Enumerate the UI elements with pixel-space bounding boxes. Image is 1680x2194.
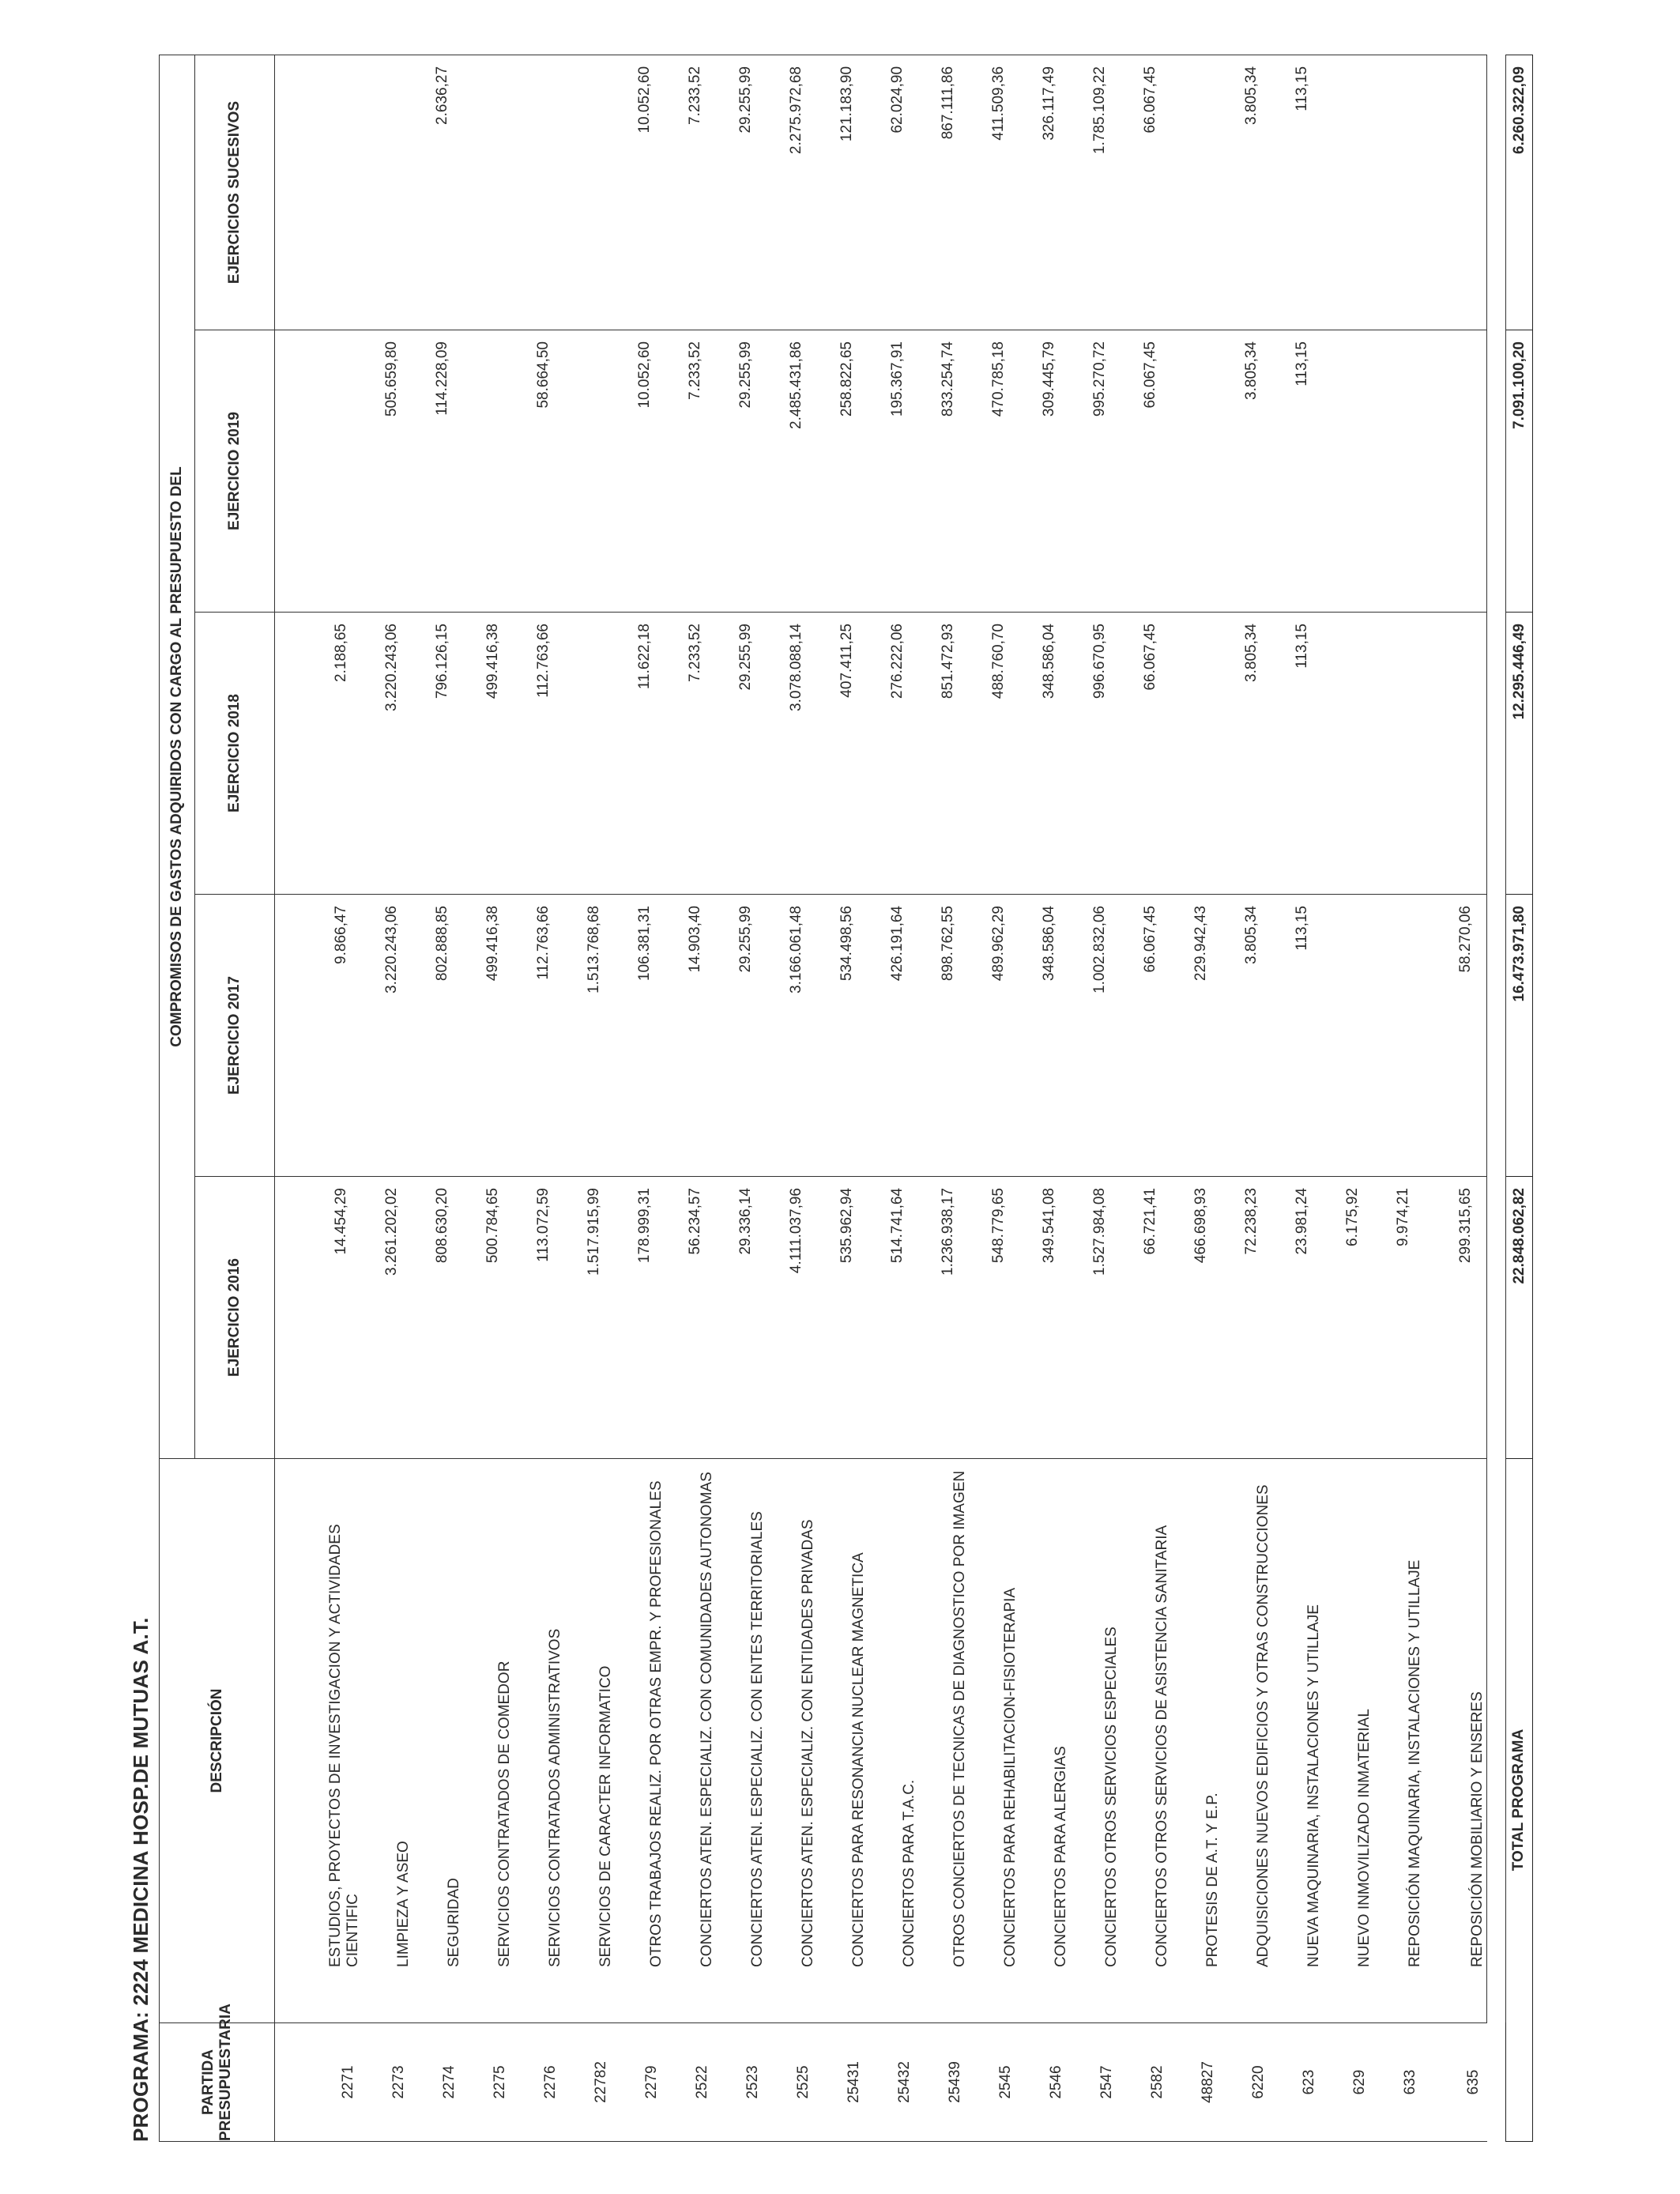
table-row [868,55,918,2141]
row-code: 2274 [412,2023,463,2142]
row-value-2017: 3.220.243,06 [362,895,412,1177]
header-year-2019: EJERCICIO 2019 [195,330,275,613]
row-value-2017 [1373,895,1424,1177]
row-value-sucesivos: 66.067,45 [1121,55,1171,330]
row-value-sucesivos: 113,15 [1272,55,1323,330]
row-value-2017 [1323,895,1373,1177]
row-value-2017: 229.942,43 [1171,895,1222,1177]
row-value-sucesivos [514,55,564,330]
row-value-2017: 802.888,85 [412,895,463,1177]
row-value-sucesivos [1373,55,1424,330]
row-value-2018: 3.220.243,06 [362,613,412,895]
row-value-sucesivos: 10.052,60 [615,55,665,330]
row-value-2016: 113.072,59 [514,1177,564,1459]
row-value-2017: 9.866,47 [275,895,363,1177]
row-value-2019: 995.270,72 [1070,330,1121,613]
row-value-2016: 1.236.938,17 [918,1177,969,1459]
row-value-2016: 299.315,65 [1424,1177,1487,1459]
row-value-2018 [1171,613,1222,895]
row-value-2019: 505.659,80 [362,330,412,613]
row-description: CONCIERTOS PARA ALERGIAS [1019,1459,1070,2023]
row-value-2019 [1171,330,1222,613]
row-value-2017: 489.962,29 [969,895,1019,1177]
row-value-2019: 470.785,18 [969,330,1019,613]
row-value-2017: 1.002.832,06 [1070,895,1121,1177]
table-row [817,55,868,2141]
row-description: SERVICIOS CONTRATADOS DE COMEDOR [463,1459,514,2023]
table-row [969,55,1019,2141]
row-value-2018: 276.222,06 [868,613,918,895]
row-value-sucesivos [1171,55,1222,330]
row-value-2016: 178.999,31 [615,1177,665,1459]
row-description: REPOSICIÓN MOBILIARIO Y ENSERES [1424,1459,1487,2023]
row-code: 2523 [716,2023,767,2142]
row-value-sucesivos [564,55,615,330]
row-code: 48827 [1171,2023,1222,2142]
row-value-sucesivos [1424,55,1487,330]
row-value-2016: 72.238,23 [1222,1177,1272,1459]
row-value-2016: 29.336,14 [716,1177,767,1459]
table-row [362,55,412,2141]
total-2017: 16.473.971,80 [1506,895,1533,1177]
row-value-2019: 113,15 [1272,330,1323,613]
table-body [275,55,1487,2141]
row-value-2019: 258.822,65 [817,330,868,613]
row-value-2017: 3.805,34 [1222,895,1272,1177]
table-row [1373,55,1424,2141]
row-value-2017: 898.762,55 [918,895,969,1177]
header-year-2017: EJERCICIO 2017 [195,895,275,1177]
row-value-2019 [1373,330,1424,613]
total-2019: 7.091.100,20 [1506,330,1533,613]
row-code: 22782 [564,2023,615,2142]
row-code: 6220 [1222,2023,1272,2142]
row-value-sucesivos: 62.024,90 [868,55,918,330]
row-value-sucesivos [275,55,363,330]
row-code: 2582 [1121,2023,1171,2142]
row-value-2019: 2.485.431,86 [767,330,817,613]
row-value-2016: 3.261.202,02 [362,1177,412,1459]
header-group: COMPROMISOS DE GASTOS ADQUIRIDOS CON CARGO AL PRESUPUESTO DEL [160,55,195,1458]
table-row [564,55,615,2141]
row-value-2019: 195.367,91 [868,330,918,613]
row-value-2018 [1323,613,1373,895]
total-row [1506,55,1533,2141]
table-row [514,55,564,2141]
row-value-2018: 996.670,95 [1070,613,1121,895]
row-value-2017: 348.586,04 [1019,895,1070,1177]
row-value-2019 [275,330,363,613]
row-value-2019: 3.805,34 [1222,330,1272,613]
row-value-2016: 808.630,20 [412,1177,463,1459]
row-code: 2547 [1070,2023,1121,2142]
row-value-2016: 535.962,94 [817,1177,868,1459]
row-value-2017: 112.763,66 [514,895,564,1177]
budget-table [159,55,1533,2142]
row-value-2016: 466.698,93 [1171,1177,1222,1459]
table-row [1171,55,1222,2141]
row-description: NUEVO INMOVILIZADO INMATERIAL [1323,1459,1373,2023]
table-header [160,55,275,2141]
row-value-2016: 9.974,21 [1373,1177,1424,1459]
table-row [275,55,363,2141]
row-value-sucesivos: 326.117,49 [1019,55,1070,330]
row-code: 25439 [918,2023,969,2142]
row-value-sucesivos: 29.255,99 [716,55,767,330]
row-value-2017: 1.513.768,68 [564,895,615,1177]
row-value-2016: 1.527.984,08 [1070,1177,1121,1459]
row-value-2018: 113,15 [1272,613,1323,895]
row-value-sucesivos: 3.805,34 [1222,55,1272,330]
row-description: CONCIERTOS ATEN. ESPECIALIZ. CON COMUNIDADES AUTONOMAS [665,1459,716,2023]
row-value-2018: 11.622,18 [615,613,665,895]
row-description: CONCIERTOS PARA REHABILITACION-FISIOTERAPIA [969,1459,1019,2023]
row-value-2017: 499.416,38 [463,895,514,1177]
row-value-2019: 309.445,79 [1019,330,1070,613]
row-description: SEGURIDAD [412,1459,463,2023]
row-description: CONCIERTOS ATEN. ESPECIALIZ. CON ENTIDADES PRIVADAS [767,1459,817,2023]
row-value-sucesivos [362,55,412,330]
header-partida-line1: PARTIDA [199,2049,217,2116]
row-code: 2279 [615,2023,665,2142]
row-description: NUEVA MAQUINARIA, INSTALACIONES Y UTILLAJE [1272,1459,1323,2023]
table-footer [1487,55,1533,2141]
total-sucesivos: 6.260.322,09 [1506,55,1533,330]
row-code: 2276 [514,2023,564,2142]
row-value-2017: 29.255,99 [716,895,767,1177]
row-value-2019 [564,330,615,613]
row-value-sucesivos: 1.785.109,22 [1070,55,1121,330]
row-code: 623 [1272,2023,1323,2142]
table-row [463,55,514,2141]
rotated-page [129,55,1551,2142]
header-year-2016: EJERCICIO 2016 [195,1177,275,1459]
row-value-sucesivos: 2.275.972,68 [767,55,817,330]
row-value-2016: 4.111.037,96 [767,1177,817,1459]
row-value-2019: 833.254,74 [918,330,969,613]
row-value-sucesivos: 411.509,36 [969,55,1019,330]
row-code: 2525 [767,2023,817,2142]
row-value-2018: 112.763,66 [514,613,564,895]
row-value-2018: 796.126,15 [412,613,463,895]
table-row [716,55,767,2141]
page-title: PROGRAMA: 2224 MEDICINA HOSP.DE MUTUAS A.T. [129,1617,153,2142]
row-value-2018 [1424,613,1487,895]
row-description: LIMPIEZA Y ASEO [362,1459,412,2023]
row-value-2016: 514.741,64 [868,1177,918,1459]
row-code: 25432 [868,2023,918,2142]
row-description: REPOSICIÓN MAQUINARIA, INSTALACIONES Y UTILLAJE [1373,1459,1424,2023]
row-value-2019: 66.067,45 [1121,330,1171,613]
row-value-2017: 113,15 [1272,895,1323,1177]
row-value-2017: 426.191,64 [868,895,918,1177]
total-label: TOTAL PROGRAMA [1506,1459,1533,2142]
row-value-2019: 29.255,99 [716,330,767,613]
row-value-2017: 58.270,06 [1424,895,1487,1177]
row-value-2016: 1.517.915,99 [564,1177,615,1459]
row-value-2018: 488.760,70 [969,613,1019,895]
row-value-2019: 7.233,52 [665,330,716,613]
table-row [665,55,716,2141]
row-value-2018: 499.416,38 [463,613,514,895]
header-sucesivos: EJERCICIOS SUCESIVOS [195,55,275,330]
row-value-sucesivos: 867.111,86 [918,55,969,330]
row-value-sucesivos: 7.233,52 [665,55,716,330]
row-code: 635 [1424,2023,1487,2142]
row-value-2019 [1323,330,1373,613]
header-descripcion: DESCRIPCIÓN [160,1459,275,2023]
row-code: 2275 [463,2023,514,2142]
row-value-2018: 29.255,99 [716,613,767,895]
header-year-2018: EJERCICIO 2018 [195,613,275,895]
row-description: CONCIERTOS ATEN. ESPECIALIZ. CON ENTES TERRITORIALES [716,1459,767,2023]
row-value-2018: 2.188,65 [275,613,363,895]
row-value-2018: 3.078.088,14 [767,613,817,895]
header-partida-line2: PRESUPUESTARIA [217,2004,234,2141]
row-description: ESTUDIOS, PROYECTOS DE INVESTIGACION Y ACTIVIDADES CIENTIFIC [275,1459,363,2023]
row-description: CONCIERTOS OTROS SERVICIOS DE ASISTENCIA SANITARIA [1121,1459,1171,2023]
row-value-2018: 851.472,93 [918,613,969,895]
row-value-2019: 114.228,09 [412,330,463,613]
table-row [1272,55,1323,2141]
row-value-2019: 58.664,50 [514,330,564,613]
header-partida [160,2004,275,2142]
row-code: 25431 [817,2023,868,2142]
row-description: CONCIERTOS OTROS SERVICIOS ESPECIALES [1070,1459,1121,2023]
table-row [918,55,969,2141]
row-value-2017: 106.381,31 [615,895,665,1177]
row-code: 633 [1373,2023,1424,2142]
row-value-2019 [1424,330,1487,613]
row-value-2016: 23.981,24 [1272,1177,1323,1459]
row-code: 2545 [969,2023,1019,2142]
table-row [1121,55,1171,2141]
row-value-2017: 3.166.061,48 [767,895,817,1177]
total-2018: 12.295.446,49 [1506,613,1533,895]
row-description: OTROS TRABAJOS REALIZ. POR OTRAS EMPR. Y PROFESIONALES [615,1459,665,2023]
row-code: 2522 [665,2023,716,2142]
row-value-2018: 7.233,52 [665,613,716,895]
row-value-2017: 66.067,45 [1121,895,1171,1177]
row-description: ADQUISICIONES NUEVOS EDIFICIOS Y OTRAS CONSTRUCCIONES [1222,1459,1272,2023]
row-value-2018 [564,613,615,895]
table-row [615,55,665,2141]
row-value-2018: 66.067,45 [1121,613,1171,895]
table-row [1323,55,1373,2141]
row-value-2017: 534.498,56 [817,895,868,1177]
row-code: 629 [1323,2023,1373,2142]
row-value-sucesivos [463,55,514,330]
row-value-2016: 6.175,92 [1323,1177,1373,1459]
row-code: 2273 [362,2023,412,2142]
row-value-2016: 66.721,41 [1121,1177,1171,1459]
row-value-2018 [1373,613,1424,895]
row-description: CONCIERTOS PARA RESONANCIA NUCLEAR MAGNETICA [817,1459,868,2023]
row-code: 2271 [275,2023,363,2142]
total-2016: 22.848.062,82 [1506,1177,1533,1459]
row-value-2016: 349.541,08 [1019,1177,1070,1459]
row-description: SERVICIOS DE CARACTER INFORMATICO [564,1459,615,2023]
table-row [412,55,463,2141]
row-description: OTROS CONCIERTOS DE TECNICAS DE DIAGNOSTICO POR IMAGEN [918,1459,969,2023]
table-row [767,55,817,2141]
row-description: PROTESIS DE A.T. Y E.P. [1171,1459,1222,2023]
row-value-2019 [463,330,514,613]
row-value-sucesivos: 2.636,27 [412,55,463,330]
table-row [1019,55,1070,2141]
row-description: SERVICIOS CONTRATADOS ADMINISTRATIVOS [514,1459,564,2023]
row-value-2018: 407.411,25 [817,613,868,895]
row-code: 2546 [1019,2023,1070,2142]
table-row [1424,55,1487,2141]
row-value-2019: 10.052,60 [615,330,665,613]
row-description: CONCIERTOS PARA T.A.C. [868,1459,918,2023]
row-value-sucesivos [1323,55,1373,330]
table-row [1222,55,1272,2141]
row-value-2016: 14.454,29 [275,1177,363,1459]
row-value-sucesivos: 121.183,90 [817,55,868,330]
table-row [1070,55,1121,2141]
row-value-2018: 3.805,34 [1222,613,1272,895]
row-value-2017: 14.903,40 [665,895,716,1177]
row-value-2016: 548.779,65 [969,1177,1019,1459]
row-value-2016: 500.784,65 [463,1177,514,1459]
row-value-2018: 348.586,04 [1019,613,1070,895]
row-value-2016: 56.234,57 [665,1177,716,1459]
